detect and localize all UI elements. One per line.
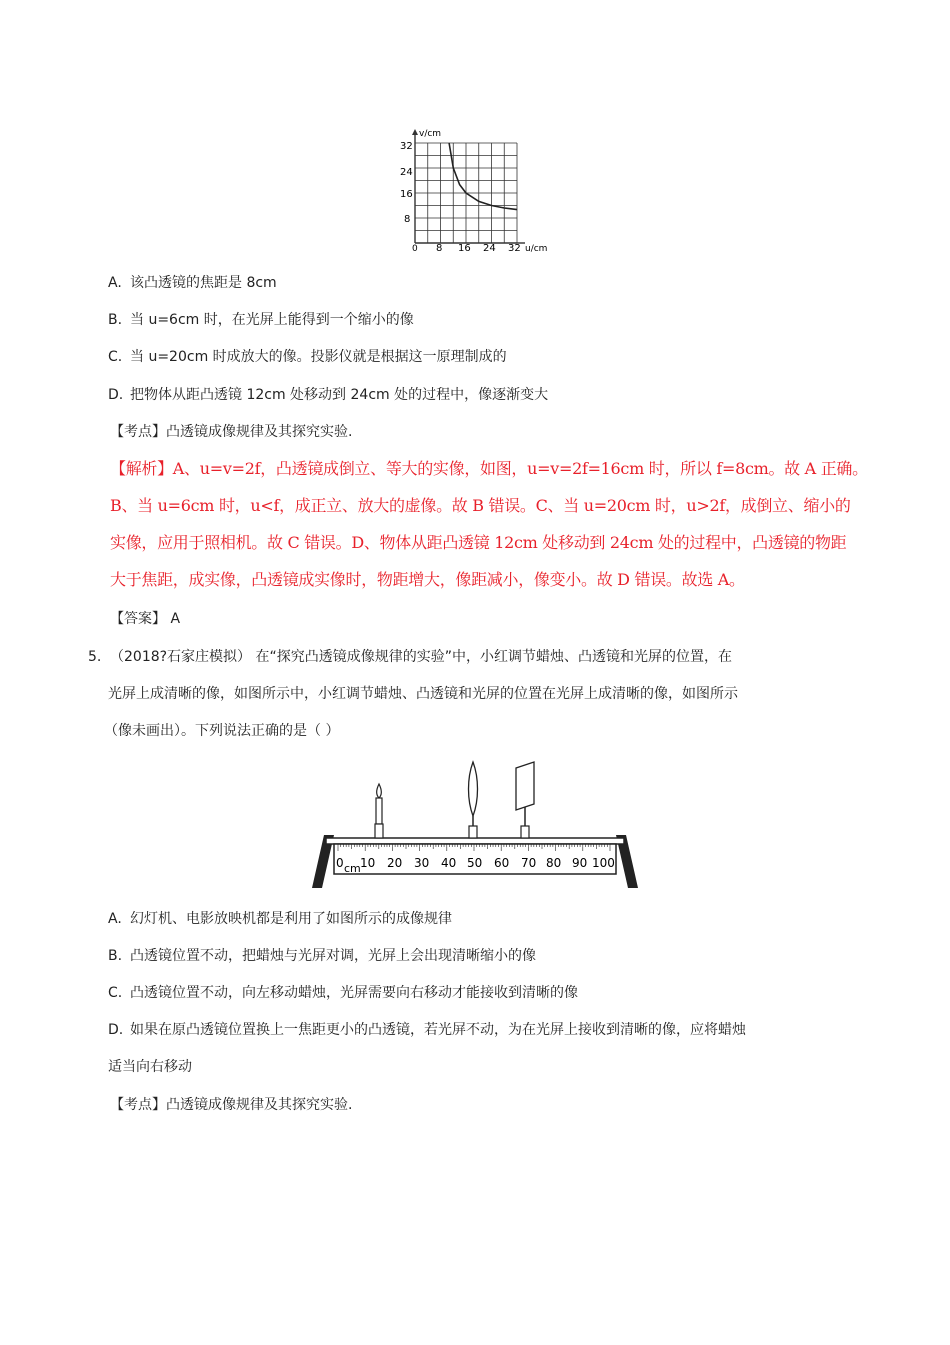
graph-xlabel: u/cm [525, 244, 548, 254]
q5-kaodian: 【考点】凸透镜成像规律及其探究实验. [110, 1097, 353, 1113]
graph-ytick-32: 32 [400, 141, 413, 152]
graph-ytick-24: 24 [400, 167, 413, 178]
q4-jiexi-line-2: B、当 u=6cm 时，u<f，成正立、放大的虚像。故 B 错误。C、当 u=20cm 时，u>2f，成倒立、缩小的 [110, 496, 851, 515]
option-text: 当 u=20cm 时成放大的像。投影仪就是根据这一原理制成的 [130, 349, 507, 365]
graph-xtick-16: 16 [458, 243, 471, 254]
option-label: D. [108, 387, 124, 403]
option-text: 当 u=6cm 时，在光屏上能得到一个缩小的像 [130, 312, 414, 328]
option-text: 如果在原凸透镜位置换上一焦距更小的凸透镜，若光屏不动，为在光屏上接收到清晰的像，应将蜡烛 [130, 1022, 746, 1038]
q5-stem-line-1: （2018?石家庄模拟） 在“探究凸透镜成像规律的实验”中，小红调节蜡烛、凸透镜和光屏的位置，在 [110, 649, 733, 665]
option-text: 凸透镜位置不动，向左移动蜡烛，光屏需要向右移动才能接收到清晰的像 [130, 985, 578, 1001]
q4-jiexi-line-1: 【解析】A、u=v=2f，凸透镜成倒立、等大的实像，如图，u=v=2f=16cm 时，所以 f=8cm。故 A 正确。 [110, 459, 868, 478]
graph-xtick-8: 8 [436, 243, 443, 254]
ruler-label-50: 50 [467, 856, 483, 870]
graph-ytick-16: 16 [400, 189, 413, 200]
ruler-label-20: 20 [387, 856, 403, 870]
light-screen [516, 762, 534, 838]
q4-option-c [108, 347, 507, 367]
option-label: D. [108, 1022, 124, 1038]
graph-grid [412, 129, 525, 243]
graph-ylabel: v/cm [419, 129, 442, 139]
option-label: B. [108, 948, 123, 964]
candle [375, 784, 383, 838]
option-label: C. [108, 985, 123, 1001]
q4-option-b [108, 310, 414, 330]
ruler-label-80: 80 [546, 856, 562, 870]
ruler-label-30: 30 [414, 856, 430, 870]
q4-option-a [108, 273, 277, 293]
option-text: 凸透镜位置不动，把蜡烛与光屏对调，光屏上会出现清晰缩小的像 [130, 948, 536, 964]
graph-xtick-32: 32 [508, 243, 521, 254]
y-axis-arrow [412, 129, 418, 135]
q4-answer: 【答案】 A [110, 611, 181, 627]
q5-option-b [108, 946, 536, 966]
optical-bench-figure [310, 760, 640, 895]
option-label: A. [108, 275, 122, 291]
q5-stem-line-2: 光屏上成清晰的像，如图所示中，小红调节蜡烛、凸透镜和光屏的位置在光屏上成清晰的像，如图所示 [108, 686, 738, 702]
ruler-label-60: 60 [494, 856, 510, 870]
q4-kaodian: 【考点】凸透镜成像规律及其探究实验. [110, 424, 353, 440]
option-text: 该凸透镜的焦距是 8cm [130, 275, 277, 291]
series-line [449, 143, 517, 210]
graph-xtick-24: 24 [483, 243, 496, 254]
q5-stem-line-3: （像未画出）。下列说法正确的是（ ） [104, 723, 340, 739]
ruler-label-70: 70 [521, 856, 537, 870]
graph-curve [449, 143, 517, 210]
option-label: B. [108, 312, 123, 328]
uv-graph [395, 125, 555, 260]
q5-number: 5. [88, 649, 102, 665]
bench-rail-top [326, 838, 624, 844]
ruler-label-40: 40 [441, 856, 457, 870]
option-label: C. [108, 349, 123, 365]
ruler-label-0: 0 [336, 856, 344, 870]
q4-option-d [108, 385, 548, 405]
convex-lens [469, 762, 478, 838]
ruler-label-100: 100 [592, 856, 615, 870]
option-label: A. [108, 911, 122, 927]
option-text: 幻灯机、电影放映机都是利用了如图所示的成像规律 [130, 911, 452, 927]
graph-origin: 0 [412, 244, 418, 254]
q5-option-c [108, 983, 578, 1003]
ruler-label-90: 90 [572, 856, 588, 870]
ruler-label-10: 10 [360, 856, 376, 870]
q5-option-d [108, 1020, 746, 1040]
q4-jiexi-line-4: 大于焦距，成实像，凸透镜成实像时，物距增大，像距减小，像变小。故 D 错误。故选 A。 [110, 570, 745, 589]
q5-option-a [108, 909, 452, 929]
q4-jiexi-line-3: 实像，应用于照相机。故 C 错误。D、物体从距凸透镜 12cm 处移动到 24cm 处的过程中，凸透镜的物距 [110, 533, 847, 552]
graph-ytick-8: 8 [404, 214, 411, 225]
q5-option-d-cont: 适当向右移动 [108, 1059, 192, 1075]
option-text: 把物体从距凸透镜 12cm 处移动到 24cm 处的过程中，像逐渐变大 [130, 387, 549, 403]
ruler-unit: cm [344, 862, 361, 875]
